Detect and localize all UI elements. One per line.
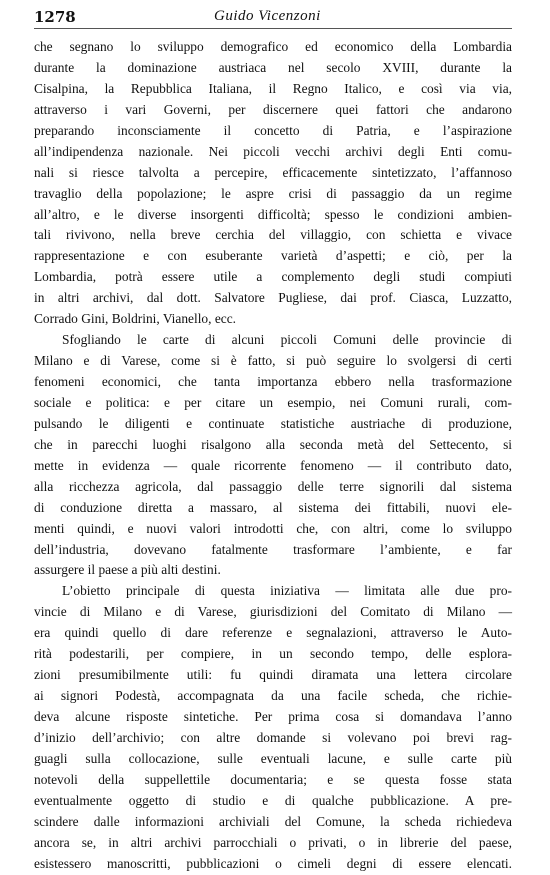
text-line: era quindi quello di dare referenze e segnalazioni, attraverso le Auto- bbox=[34, 625, 512, 641]
text-line: assurgere il paese a più alti destini. bbox=[34, 562, 221, 578]
text-line: menti quindi, e nuovi valori introdotti che, con altri, come lo sviluppo bbox=[34, 520, 512, 536]
text-line: durante la dominazione austriaca nel secolo XVIII, durante la bbox=[34, 59, 512, 75]
text-line: Cisalpina, la Repubblica Italiana, il Regno Italico, e così via via, bbox=[34, 80, 512, 96]
text-line: all’altro, e le diverse insorgenti difficoltà; spesso le condizioni ambien- bbox=[34, 206, 512, 222]
text-line: esistessero manoscritti, pubblicazioni o cimeli degni di essere elencati. bbox=[34, 855, 512, 871]
text-line: rappresentazione e con esuberante varietà d’aspetti; e ciò, per la bbox=[34, 248, 512, 264]
text-line: vincie di Milano e di Varese, giurisdizioni del Comitato di Milano — bbox=[34, 604, 512, 620]
text-line: notevoli della suppellettile documentaria; e se questa fosse stata bbox=[34, 771, 512, 787]
text-line: alla ricchezza agricola, dal passaggio delle terre signorili dal sistema bbox=[34, 478, 512, 494]
text-line: zioni presumibilmente utili: fu quindi diramata una lettera circolare bbox=[34, 667, 512, 683]
text-line: Lombardia, potrà essere utile a complemento degli studi compiuti bbox=[34, 269, 512, 285]
text-line: nali si riesce talvolta a percepire, efficacemente sintetizzato, l’affannoso bbox=[34, 164, 512, 180]
text-line: fenomeni economici, che tanta importanza ebbero nella trasformazione bbox=[34, 374, 512, 389]
text-line: di conduzione diretta a massaro, al sistema dei fittabili, nuovi ele- bbox=[34, 499, 512, 515]
text-line: deva alcune risposte sintetiche. Per prima cosa si domandava l’anno bbox=[34, 709, 512, 724]
running-head bbox=[34, 6, 512, 29]
text-line: scindere dalle informazioni archiviali del Comune, la scheda richiedeva bbox=[34, 813, 512, 829]
text-line: pulsando le diligenti e continuate statistiche austriache di produzione, bbox=[34, 415, 512, 431]
text-line: preparando inconsciamente il concetto di Patria, e l’aspirazione bbox=[34, 122, 512, 138]
text-line: travaglio della popolazione; le aspre crisi di passaggio da un regime bbox=[34, 185, 512, 201]
text-line: mette in evidenza — quale ricorrente fenomeno — il contributo dato, bbox=[34, 457, 512, 473]
text-line: d’inizio dell’archivio; con altre domande si volevano poi brevi rag- bbox=[34, 729, 512, 745]
text-line: Corrado Gini, Boldrini, Vianello, ecc. bbox=[34, 311, 236, 327]
running-title: Guido Vicenzoni bbox=[214, 8, 321, 24]
text-line: che segnano lo sviluppo demografico ed economico della Lombardia bbox=[34, 39, 512, 54]
text-line: sociale e politica: e per citare un esempio, nei Comuni rurali, com- bbox=[34, 394, 512, 410]
text-line: tali rivivono, nella breve cerchia del villaggio, con schietta e vivace bbox=[34, 227, 512, 243]
text-line: ai signori Podestà, accompagnata da una facile scheda, che richie- bbox=[34, 688, 512, 704]
text-line: all’indipendenza nazionale. Nei piccoli vecchi archivi degli Enti comu- bbox=[34, 143, 512, 159]
text-line: guagli sulla collocazione, sulle eventuali lacune, e sulle carte più bbox=[34, 750, 512, 766]
text-line: attraverso i vari Governi, per discernere quei fattori che andarono bbox=[34, 101, 512, 117]
text-line: rità podestarili, per compiere, in un secondo tempo, delle esplora- bbox=[34, 646, 512, 662]
book-page bbox=[34, 6, 512, 875]
text-line: che in parecchi luoghi risalgono alla seconda metà del Settecento, si bbox=[34, 436, 512, 452]
text-line: ancora se, in altri archivi parrocchiali o privati, o in librerie del paese, bbox=[34, 834, 512, 850]
text-line: Milano e di Varese, come si è fatto, si può seguire lo svolgersi di certi bbox=[34, 353, 512, 369]
text-line: eventualmente oggetto di studio e di qualche pubblicazione. A pre- bbox=[34, 792, 512, 808]
page-number: 1278 bbox=[34, 8, 76, 26]
text-line: dell’industria, dovevano fatalmente trasformare l’ambiente, e far bbox=[34, 541, 512, 557]
body-text bbox=[34, 37, 512, 875]
text-line: in altri archivi, dal dott. Salvatore Pugliese, dai prof. Ciasca, Luzzatto, bbox=[34, 290, 512, 306]
text-line: L’obietto principale di questa iniziativa — limitata alle due pro- bbox=[62, 583, 512, 599]
text-line: Sfogliando le carte di alcuni piccoli Comuni delle provincie di bbox=[62, 332, 512, 348]
